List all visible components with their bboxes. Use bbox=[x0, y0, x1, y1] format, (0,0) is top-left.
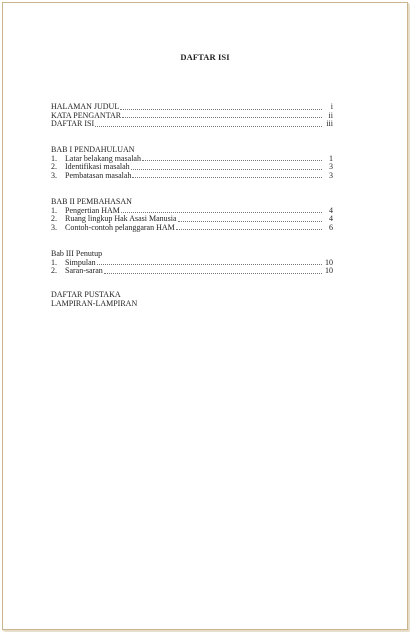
toc-entry-page: 3 bbox=[329, 170, 333, 180]
toc-entry-number: 2. bbox=[51, 162, 57, 172]
document-page bbox=[2, 2, 408, 630]
toc-entry-label: Identifikasi masalah bbox=[65, 162, 130, 172]
toc-entry-page: iii bbox=[326, 119, 333, 129]
toc-entry[interactable] bbox=[51, 120, 333, 129]
toc-entry[interactable] bbox=[51, 172, 333, 181]
dot-leader bbox=[122, 117, 322, 118]
toc-entry-page: 10 bbox=[325, 266, 333, 276]
toc-entry-page: 10 bbox=[325, 257, 333, 267]
toc-entry-label: DAFTAR ISI bbox=[51, 119, 95, 129]
toc-entry-page: 4 bbox=[329, 214, 333, 224]
toc-entry-number: 1. bbox=[51, 205, 57, 215]
toc-entry-page: 1 bbox=[329, 153, 333, 163]
chapter-heading[interactable]: BAB II PEMBAHASAN bbox=[51, 197, 132, 206]
chapter-heading[interactable]: BAB I PENDAHULUAN bbox=[51, 145, 135, 154]
toc-entry-label: HALAMAN JUDUL bbox=[51, 102, 120, 111]
toc-entry-label: KATA PENGANTAR bbox=[51, 110, 122, 120]
dot-leader bbox=[95, 126, 322, 127]
toc-entry-label: Simpulan bbox=[65, 257, 96, 267]
chapter-3-section bbox=[51, 250, 333, 276]
toc-entry-label: Latar belakang masalah bbox=[65, 153, 141, 163]
toc-entry-label: Saran-saran bbox=[65, 266, 103, 276]
front-matter-list bbox=[51, 103, 333, 129]
toc-entry-page: i bbox=[330, 102, 333, 111]
chapter-1-section bbox=[51, 146, 333, 180]
back-matter-item[interactable]: DAFTAR PUSTAKA bbox=[51, 290, 121, 299]
chapter-heading[interactable]: Bab III Penutup bbox=[51, 249, 103, 258]
toc-entry-page: 4 bbox=[329, 205, 333, 215]
dot-leader bbox=[104, 273, 322, 274]
toc-entry-number: 2. bbox=[51, 266, 57, 276]
page-title: DAFTAR ISI bbox=[180, 52, 230, 62]
toc-entry-page: ii bbox=[328, 110, 333, 120]
toc-entry-label: Contoh-contoh pelanggaran HAM bbox=[65, 222, 175, 232]
toc-entry-label: Ruang lingkup Hak Asasi Manusia bbox=[65, 214, 177, 224]
toc-entry-page: 6 bbox=[329, 222, 333, 232]
dot-leader bbox=[97, 264, 322, 265]
toc-entry-label: Pengertian HAM bbox=[65, 205, 120, 215]
toc-entry-number: 1. bbox=[51, 153, 57, 163]
toc-entry-number: 2. bbox=[51, 214, 57, 224]
toc-entry-number: 3. bbox=[51, 222, 57, 232]
dot-leader bbox=[132, 177, 322, 178]
toc-entry-number: 3. bbox=[51, 170, 57, 180]
dot-leader bbox=[131, 169, 322, 170]
dot-leader bbox=[178, 221, 322, 222]
dot-leader bbox=[176, 229, 322, 230]
toc-entry-number: 1. bbox=[51, 257, 57, 267]
dot-leader bbox=[121, 212, 322, 213]
back-matter-list bbox=[51, 291, 333, 308]
toc-entry-label: Pembatasan masalah bbox=[65, 170, 132, 180]
toc-entry[interactable] bbox=[51, 224, 333, 233]
chapter-2-section bbox=[51, 198, 333, 232]
dot-leader bbox=[142, 160, 322, 161]
toc-entry[interactable] bbox=[51, 267, 333, 276]
toc-entry-page: 3 bbox=[329, 162, 333, 172]
dot-leader bbox=[120, 109, 322, 110]
back-matter-item[interactable]: LAMPIRAN-LAMPIRAN bbox=[51, 298, 138, 308]
